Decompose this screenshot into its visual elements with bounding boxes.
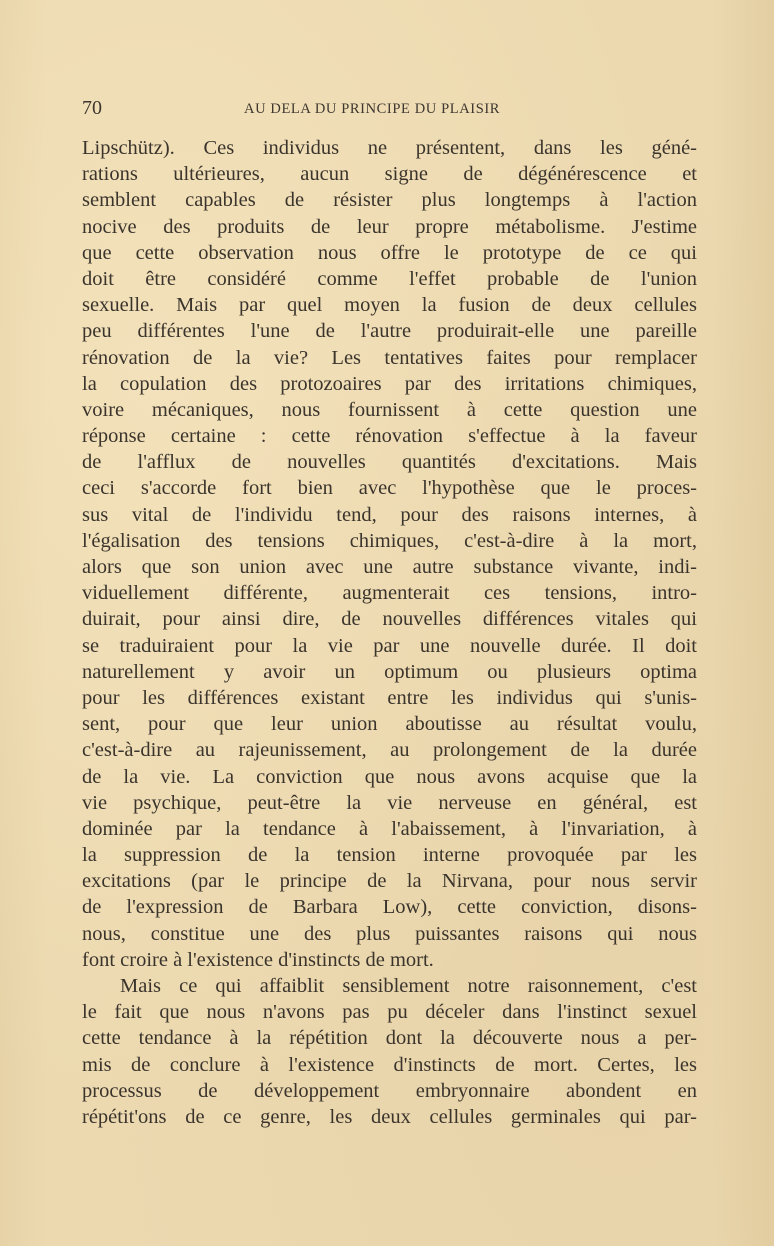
- text-line: dominée par la tendance à l'abaissement, à l'invariation, à: [82, 817, 697, 840]
- text-line: que cette observation nous offre le prototype de ce qui: [82, 241, 697, 264]
- running-title: AU DELA DU PRINCIPE DU PLAISIR: [244, 101, 501, 117]
- body-text: [82, 135, 697, 1130]
- text-line: duirait, pour ainsi dire, de nouvelles différences vitales qui: [82, 608, 697, 631]
- text-line: sexuelle. Mais par quel moyen la fusion de deux cellules: [82, 294, 697, 317]
- text-line: de l'afflux de nouvelles quantités d'excitations. Mais: [82, 451, 697, 474]
- text-line: rations ultérieures, aucun signe de dégénérescence et: [82, 163, 697, 186]
- text-line: pour les différences existant entre les individus qui s'unis-: [82, 686, 697, 709]
- text-line: semblent capables de résister plus longtemps à l'action: [82, 189, 697, 212]
- text-line: ceci s'accorde fort bien avec l'hypothèse que le proces-: [82, 477, 697, 500]
- text-line: l'égalisation des tensions chimiques, c'est-à-dire à la mort,: [82, 529, 697, 552]
- text-line: vie psychique, peut-être la vie nerveuse en général, est: [82, 791, 697, 814]
- text-line: alors que son union avec une autre substance vivante, indi-: [82, 556, 697, 578]
- paragraph-start-line: Mais ce qui affaiblit sensiblement notre raisonnement, c'est: [120, 975, 697, 997]
- text-line: viduellement différente, augmenterait ces tensions, intro-: [82, 582, 697, 605]
- text-line: voire mécaniques, nous fournissent à cette question une: [82, 398, 697, 421]
- text-line: mis de conclure à l'existence d'instincts de mort. Certes, les: [82, 1053, 697, 1076]
- text-line: sent, pour que leur union aboutisse au résultat voulu,: [82, 713, 697, 736]
- paragraph-end-line: font croire à l'existence d'instincts de mort.: [82, 948, 434, 971]
- text-line: sus vital de l'individu tend, pour des raisons internes, à: [82, 503, 697, 526]
- text-line: nocive des produits de leur propre métabolisme. J'estime: [82, 215, 697, 238]
- text-line: cette tendance à la répétition dont la découverte nous a per-: [82, 1027, 697, 1050]
- text-line: excitations (par le principe de la Nirvana, pour nous servir: [82, 870, 697, 893]
- text-line: naturellement y avoir un optimum ou plusieurs optima: [82, 660, 697, 683]
- text-line: le fait que nous n'avons pas pu déceler dans l'instinct sexuel: [82, 1001, 697, 1024]
- text-line: se traduiraient pour la vie par une nouvelle durée. Il doit: [82, 634, 697, 657]
- text-line: réponse certaine : cette rénovation s'effectue à la faveur: [82, 425, 697, 448]
- text-line: nous, constitue une des plus puissantes raisons qui nous: [82, 922, 697, 945]
- page-number: 70: [82, 97, 102, 119]
- running-head: [82, 97, 697, 119]
- text-line: Lipschütz). Ces individus ne présentent, dans les géné-: [82, 137, 697, 159]
- text-line: la copulation des protozoaires par des irritations chimiques,: [82, 372, 697, 395]
- text-line: la suppression de la tension interne provoquée par les: [82, 844, 697, 867]
- text-line: c'est-à-dire au rajeunissement, au prolongement de la durée: [82, 739, 697, 762]
- text-line: de la vie. La conviction que nous avons acquise que la: [82, 765, 697, 788]
- text-line: doit être considéré comme l'effet probable de l'union: [82, 267, 697, 290]
- text-line: rénovation de la vie? Les tentatives faites pour remplacer: [82, 346, 697, 369]
- text-line: processus de développement embryonnaire abondent en: [82, 1079, 697, 1102]
- text-line: répétit'ons de ce genre, les deux cellules germinales qui par-: [82, 1105, 697, 1128]
- text-line: de l'expression de Barbara Low), cette conviction, disons-: [82, 896, 697, 919]
- text-line: peu différentes l'une de l'autre produirait-elle une pareille: [82, 320, 697, 343]
